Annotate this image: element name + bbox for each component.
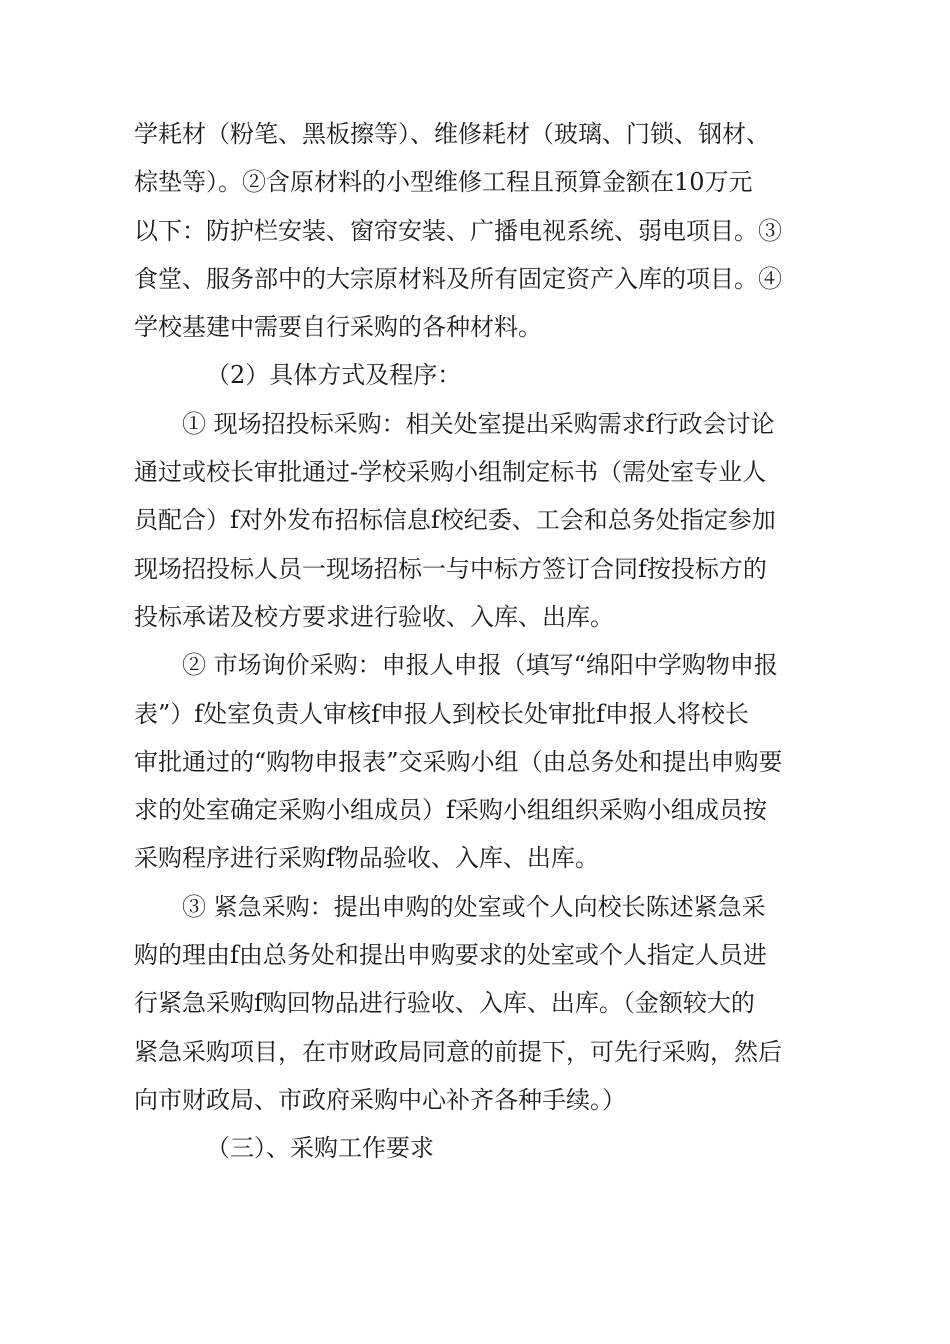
item-2-line-3: 审批通过的“购物申报表”交采购小组（由总务处和提出申购要 (134, 747, 783, 776)
item-2-line-5: 采购程序进行采购f物品验收、入库、出库。 (134, 844, 599, 873)
body-line-1: 学耗材（粉笔、黑板擦等）、维修耗材（玻璃、门锁、钢材、 (134, 120, 770, 148)
section-heading-methods: （2）具体方式及程序： (206, 361, 462, 390)
section-heading-requirements: （三）、采购工作要求 (206, 1134, 434, 1163)
body-line-2: 棕垫等）。②含原材料的小型维修工程且预算金额在10万元 (134, 168, 753, 197)
item-2-line-4: 求的处室确定采购小组成员）f采购小组组织采购小组成员按 (134, 796, 767, 825)
item-2-line-1: ② 市场询价采购：申报人申报（填写“绵阳中学购物申报 (182, 651, 778, 680)
item-3-line-3: 行紧急采购f购回物品进行验收、入库、出库。（金额较大的 (134, 989, 755, 1018)
item-1-line-4: 现场招投标人员一现场招标一与中标方签订合同f按投标方的 (134, 554, 767, 583)
body-line-3: 以下：防护栏安装、窗帘安装、广播电视系统、弱电项目。③ (134, 216, 782, 245)
document-body (134, 110, 834, 1173)
item-1-line-3: 员配合）f对外发布招标信息f校纪委、工会和总务处指定参加 (134, 506, 776, 535)
item-2-line-2: 表”）f处室负责人审核f申报人到校长处审批f申报人将校长 (134, 699, 749, 728)
item-3-line-2: 购的理由f由总务处和提出申购要求的处室或个人指定人员进 (134, 941, 767, 970)
item-3-line-1: ③ 紧急采购：提出申购的处室或个人向校长陈述紧急采 (182, 892, 766, 921)
item-1-line-2: 通过或校长审批通过-学校采购小组制定标书（需处室专业人 (134, 458, 767, 487)
body-line-4: 食堂、服务部中的大宗原材料及所有固定资产入库的项目。④ (134, 264, 782, 293)
item-3-line-4: 紧急采购项目，在市财政局同意的前提下，可先行采购，然后 (134, 1037, 782, 1066)
item-1-line-5: 投标承诺及校方要求进行验收、入库、出库。 (134, 602, 614, 631)
item-3-line-5: 向市财政局、市政府采购中心补齐各种手续。） (134, 1085, 626, 1114)
item-1-line-1: ① 现场招投标采购：相关处室提出采购需求f行政会讨论 (182, 409, 775, 438)
body-line-5: 学校基建中需要自行采购的各种材料。 (134, 313, 542, 342)
